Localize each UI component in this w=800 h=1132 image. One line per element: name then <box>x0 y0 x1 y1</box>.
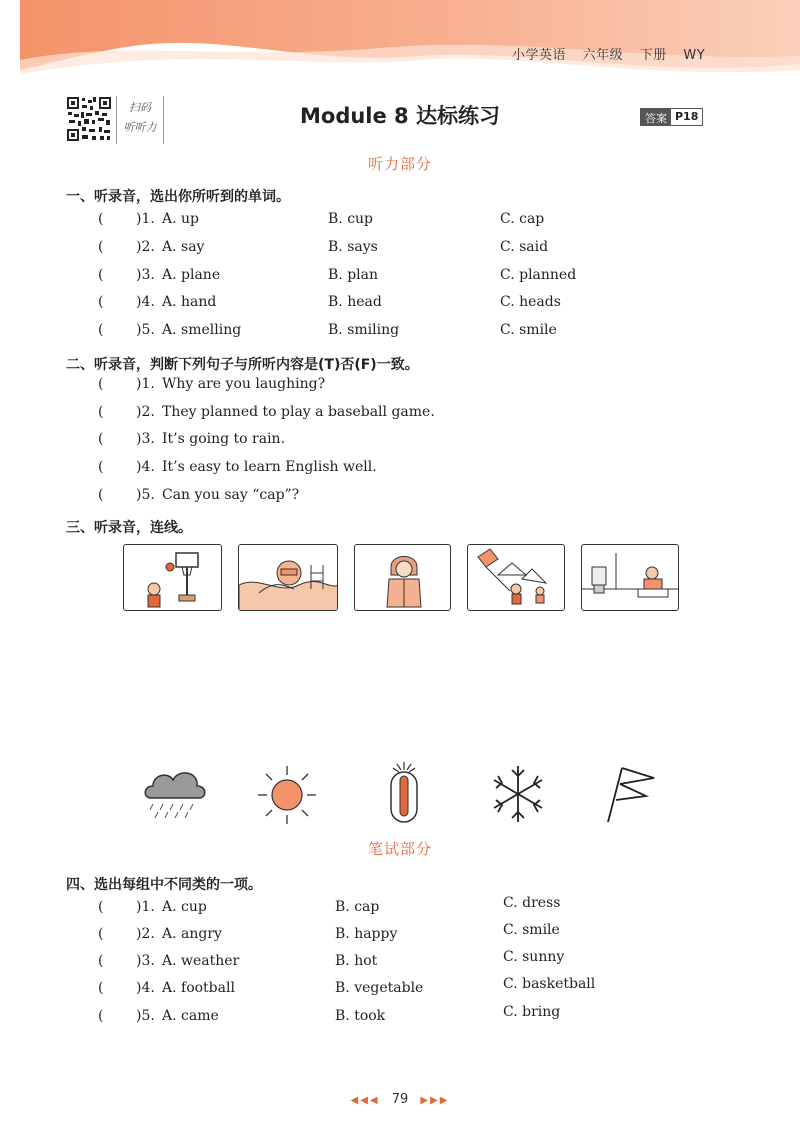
option-c: C. cap <box>500 211 545 227</box>
option-b: B. took <box>335 1008 386 1024</box>
option-c: C. heads <box>500 294 561 310</box>
page-title: Module 8 达标练习 <box>300 104 500 128</box>
answer-blank[interactable]: ( <box>98 459 104 475</box>
answer-blank[interactable]: ( <box>98 404 104 420</box>
option-a: A. hand <box>162 294 217 310</box>
option-b: B. hot <box>335 953 378 969</box>
answer-blank[interactable]: ( <box>98 1008 104 1024</box>
option-a: A. came <box>162 1008 219 1024</box>
header-band <box>0 0 800 78</box>
page-footer <box>0 1092 800 1107</box>
item-number: )3. <box>136 431 155 447</box>
option-c: C. smile <box>500 322 557 338</box>
header-text: 小学英语 六年级 下册 WY <box>512 48 706 63</box>
option-b: B. cap <box>335 899 380 915</box>
item-number: )1. <box>136 899 155 915</box>
item-number: )4. <box>136 459 155 475</box>
item-number: )5. <box>136 487 155 503</box>
option-a: A. football <box>162 980 235 996</box>
answer-blank[interactable]: ( <box>98 899 104 915</box>
statement-text: They planned to play a baseball game. <box>162 404 435 420</box>
snowflake-icon <box>488 764 548 824</box>
option-b: B. plan <box>328 267 378 283</box>
option-c: C. smile <box>503 922 560 938</box>
answer-label: 答案 <box>641 109 671 125</box>
picture-kite-flying <box>467 544 565 611</box>
answer-blank[interactable]: ( <box>98 487 104 503</box>
statement-text: Can you say “cap”? <box>162 487 300 503</box>
option-a: A. cup <box>162 899 207 915</box>
item-number: )2. <box>136 404 155 420</box>
picture-watching-tv <box>581 544 679 611</box>
prev-arrows-icon: ◀◀◀ <box>350 1095 380 1106</box>
next-arrows-icon: ▶▶▶ <box>420 1095 450 1106</box>
answer-blank[interactable]: ( <box>98 376 104 392</box>
answer-blank[interactable]: ( <box>98 980 104 996</box>
answer-blank[interactable]: ( <box>98 294 104 310</box>
option-c: C. basketball <box>503 976 596 992</box>
item-number: )4. <box>136 294 155 310</box>
answer-blank[interactable]: ( <box>98 211 104 227</box>
answer-blank[interactable]: ( <box>98 431 104 447</box>
item-number: )5. <box>136 1008 155 1024</box>
option-c: C. planned <box>500 267 577 283</box>
option-c: C. bring <box>503 1004 561 1020</box>
option-b: B. vegetable <box>335 980 424 996</box>
item-number: )2. <box>136 239 155 255</box>
option-a: A. say <box>162 239 205 255</box>
sun-icon <box>256 764 318 826</box>
answer-badge[interactable] <box>640 108 703 126</box>
item-number: )3. <box>136 953 155 969</box>
answer-blank[interactable]: ( <box>98 267 104 283</box>
item-number: )2. <box>136 926 155 942</box>
picture-basketball <box>123 544 222 611</box>
part3-heading: 三、听录音，连线。 <box>66 520 192 536</box>
wind-icon <box>600 764 660 824</box>
part4-heading: 四、选出每组中不同类的一项。 <box>66 877 262 893</box>
qr-label-line1: 扫码 <box>129 101 151 114</box>
option-c: C. sunny <box>503 949 565 965</box>
answer-blank[interactable]: ( <box>98 926 104 942</box>
part1-heading: 一、听录音，选出你所听到的单词。 <box>66 189 290 205</box>
rain-cloud-icon <box>141 762 209 820</box>
part2-heading: 二、听录音，判断下列句子与所听内容是(T)否(F)一致。 <box>66 357 419 373</box>
statement-text: It’s easy to learn English well. <box>162 459 377 475</box>
option-c: C. dress <box>503 895 561 911</box>
item-number: )1. <box>136 211 155 227</box>
item-number: )3. <box>136 267 155 283</box>
item-number: )4. <box>136 980 155 996</box>
qr-label-line2: 听听力 <box>123 121 157 134</box>
item-number: )5. <box>136 322 155 338</box>
page-number: 79 <box>391 1092 409 1107</box>
option-c: C. said <box>500 239 549 255</box>
thermometer-icon <box>383 762 427 826</box>
option-b: B. cup <box>328 211 374 227</box>
option-b: B. says <box>328 239 378 255</box>
option-a: A. up <box>162 211 199 227</box>
answer-blank[interactable]: ( <box>98 953 104 969</box>
option-a: A. smelling <box>162 322 242 338</box>
statement-text: It’s going to rain. <box>162 431 286 447</box>
option-a: A. angry <box>162 926 222 942</box>
option-a: A. plane <box>162 267 221 283</box>
listening-section-title: 听力部分 <box>367 155 432 173</box>
option-b: B. happy <box>335 926 398 942</box>
picture-swimming <box>238 544 338 611</box>
item-number: )1. <box>136 376 155 392</box>
answer-blank[interactable]: ( <box>98 239 104 255</box>
statement-text: Why are you laughing? <box>162 376 326 392</box>
writing-section-title: 笔试部分 <box>367 840 432 858</box>
option-a: A. weather <box>162 953 240 969</box>
answer-blank[interactable]: ( <box>98 322 104 338</box>
answer-page: P18 <box>675 110 699 123</box>
option-b: B. head <box>328 294 382 310</box>
picture-cold-girl <box>354 544 451 611</box>
option-b: B. smiling <box>328 322 400 338</box>
